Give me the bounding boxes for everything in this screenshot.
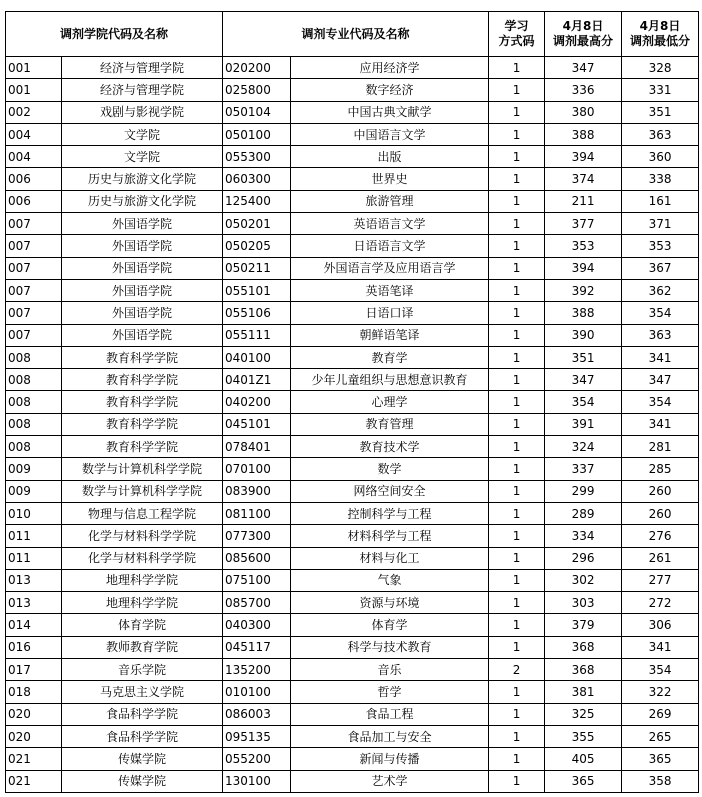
max-score-cell: 353 bbox=[545, 235, 622, 257]
study-mode-cell: 1 bbox=[489, 614, 545, 636]
table-body bbox=[6, 57, 699, 793]
college-code-cell: 020 bbox=[6, 725, 62, 747]
min-score-cell: 277 bbox=[622, 569, 699, 591]
min-score-cell: 276 bbox=[622, 525, 699, 547]
major-name-cell: 控制科学与工程 bbox=[291, 502, 489, 524]
college-name-cell: 地理科学学院 bbox=[62, 569, 223, 591]
table-row bbox=[6, 101, 699, 123]
max-score-cell: 394 bbox=[545, 257, 622, 279]
study-mode-cell: 1 bbox=[489, 413, 545, 435]
major-name-cell: 材料科学与工程 bbox=[291, 525, 489, 547]
min-score-cell: 285 bbox=[622, 458, 699, 480]
max-score-cell: 394 bbox=[545, 146, 622, 168]
major-name-cell: 数学 bbox=[291, 458, 489, 480]
study-mode-cell: 1 bbox=[489, 369, 545, 391]
study-mode-cell: 1 bbox=[489, 57, 545, 79]
table-row bbox=[6, 748, 699, 770]
table-row bbox=[6, 57, 699, 79]
major-code-cell: 086003 bbox=[223, 703, 291, 725]
college-name-cell: 地理科学学院 bbox=[62, 592, 223, 614]
table-row bbox=[6, 391, 699, 413]
college-code-cell: 010 bbox=[6, 502, 62, 524]
college-name-cell: 数学与计算机科学学院 bbox=[62, 480, 223, 502]
major-name-cell: 教育学 bbox=[291, 346, 489, 368]
college-code-cell: 011 bbox=[6, 547, 62, 569]
major-name-cell: 出版 bbox=[291, 146, 489, 168]
study-mode-cell: 1 bbox=[489, 458, 545, 480]
college-code-cell: 008 bbox=[6, 346, 62, 368]
max-score-cell: 392 bbox=[545, 279, 622, 301]
college-code-cell: 013 bbox=[6, 592, 62, 614]
college-name-cell: 教育科学学院 bbox=[62, 346, 223, 368]
college-code-cell: 008 bbox=[6, 413, 62, 435]
table-row bbox=[6, 703, 699, 725]
college-name-cell: 经济与管理学院 bbox=[62, 79, 223, 101]
study-mode-cell: 1 bbox=[489, 146, 545, 168]
min-score-cell: 341 bbox=[622, 636, 699, 658]
college-code-cell: 020 bbox=[6, 703, 62, 725]
major-name-cell: 日语口译 bbox=[291, 302, 489, 324]
study-mode-cell: 1 bbox=[489, 525, 545, 547]
header-study-mode bbox=[489, 12, 545, 57]
min-score-cell: 371 bbox=[622, 213, 699, 235]
college-code-cell: 009 bbox=[6, 458, 62, 480]
major-name-cell: 材料与化工 bbox=[291, 547, 489, 569]
college-code-cell: 009 bbox=[6, 480, 62, 502]
major-name-cell: 体育学 bbox=[291, 614, 489, 636]
major-code-cell: 085600 bbox=[223, 547, 291, 569]
min-score-cell: 265 bbox=[622, 725, 699, 747]
college-name-cell: 教师教育学院 bbox=[62, 636, 223, 658]
max-score-cell: 334 bbox=[545, 525, 622, 547]
major-name-cell: 英语笔译 bbox=[291, 279, 489, 301]
study-mode-cell: 2 bbox=[489, 659, 545, 681]
college-code-cell: 006 bbox=[6, 168, 62, 190]
study-mode-cell: 1 bbox=[489, 346, 545, 368]
table-row bbox=[6, 525, 699, 547]
table-row bbox=[6, 190, 699, 212]
table-row bbox=[6, 569, 699, 591]
college-name-cell: 马克思主义学院 bbox=[62, 681, 223, 703]
study-mode-cell: 1 bbox=[489, 480, 545, 502]
major-code-cell: 010100 bbox=[223, 681, 291, 703]
max-score-cell: 347 bbox=[545, 57, 622, 79]
table-row bbox=[6, 547, 699, 569]
max-score-cell: 391 bbox=[545, 413, 622, 435]
major-name-cell: 气象 bbox=[291, 569, 489, 591]
table-row bbox=[6, 614, 699, 636]
major-name-cell: 食品加工与安全 bbox=[291, 725, 489, 747]
min-score-cell: 358 bbox=[622, 770, 699, 792]
min-score-cell: 365 bbox=[622, 748, 699, 770]
study-mode-cell: 1 bbox=[489, 279, 545, 301]
college-code-cell: 001 bbox=[6, 79, 62, 101]
min-score-cell: 269 bbox=[622, 703, 699, 725]
study-mode-cell: 1 bbox=[489, 101, 545, 123]
major-name-cell: 日语语言文学 bbox=[291, 235, 489, 257]
major-name-cell: 中国古典文献学 bbox=[291, 101, 489, 123]
max-score-cell: 380 bbox=[545, 101, 622, 123]
major-code-cell: 055200 bbox=[223, 748, 291, 770]
max-score-cell: 368 bbox=[545, 659, 622, 681]
max-score-cell: 211 bbox=[545, 190, 622, 212]
major-code-cell: 050104 bbox=[223, 101, 291, 123]
header-max-line1: 4月8日 bbox=[562, 19, 604, 33]
max-score-cell: 325 bbox=[545, 703, 622, 725]
major-code-cell: 125400 bbox=[223, 190, 291, 212]
min-score-cell: 331 bbox=[622, 79, 699, 101]
college-name-cell: 化学与材料科学学院 bbox=[62, 547, 223, 569]
college-code-cell: 002 bbox=[6, 101, 62, 123]
college-name-cell: 教育科学学院 bbox=[62, 391, 223, 413]
study-mode-cell: 1 bbox=[489, 391, 545, 413]
header-min-score bbox=[622, 12, 699, 57]
major-name-cell: 英语语言文学 bbox=[291, 213, 489, 235]
major-name-cell: 网络空间安全 bbox=[291, 480, 489, 502]
header-study-mode-line2: 方式码 bbox=[498, 34, 535, 48]
header-min-line1: 4月8日 bbox=[639, 19, 681, 33]
study-mode-cell: 1 bbox=[489, 547, 545, 569]
major-code-cell: 083900 bbox=[223, 480, 291, 502]
major-name-cell: 应用经济学 bbox=[291, 57, 489, 79]
major-code-cell: 055101 bbox=[223, 279, 291, 301]
college-code-cell: 008 bbox=[6, 391, 62, 413]
min-score-cell: 363 bbox=[622, 123, 699, 145]
major-name-cell: 心理学 bbox=[291, 391, 489, 413]
max-score-cell: 351 bbox=[545, 346, 622, 368]
min-score-cell: 354 bbox=[622, 659, 699, 681]
study-mode-cell: 1 bbox=[489, 770, 545, 792]
major-code-cell: 075100 bbox=[223, 569, 291, 591]
table-row bbox=[6, 324, 699, 346]
college-name-cell: 外国语学院 bbox=[62, 257, 223, 279]
table-row bbox=[6, 636, 699, 658]
college-name-cell: 外国语学院 bbox=[62, 279, 223, 301]
major-code-cell: 070100 bbox=[223, 458, 291, 480]
college-code-cell: 004 bbox=[6, 146, 62, 168]
major-code-cell: 040300 bbox=[223, 614, 291, 636]
table-row bbox=[6, 279, 699, 301]
min-score-cell: 354 bbox=[622, 302, 699, 324]
min-score-cell: 351 bbox=[622, 101, 699, 123]
college-code-cell: 007 bbox=[6, 213, 62, 235]
study-mode-cell: 1 bbox=[489, 168, 545, 190]
college-code-cell: 021 bbox=[6, 770, 62, 792]
min-score-cell: 306 bbox=[622, 614, 699, 636]
college-name-cell: 历史与旅游文化学院 bbox=[62, 190, 223, 212]
college-code-cell: 008 bbox=[6, 436, 62, 458]
header-college: 调剂学院代码及名称 bbox=[6, 12, 223, 57]
college-name-cell: 音乐学院 bbox=[62, 659, 223, 681]
major-name-cell: 音乐 bbox=[291, 659, 489, 681]
college-name-cell: 化学与材料科学学院 bbox=[62, 525, 223, 547]
major-code-cell: 040200 bbox=[223, 391, 291, 413]
major-code-cell: 050205 bbox=[223, 235, 291, 257]
major-code-cell: 081100 bbox=[223, 502, 291, 524]
major-code-cell: 077300 bbox=[223, 525, 291, 547]
table-row bbox=[6, 659, 699, 681]
major-code-cell: 040100 bbox=[223, 346, 291, 368]
max-score-cell: 365 bbox=[545, 770, 622, 792]
major-code-cell: 0401Z1 bbox=[223, 369, 291, 391]
study-mode-cell: 1 bbox=[489, 703, 545, 725]
college-code-cell: 007 bbox=[6, 324, 62, 346]
major-name-cell: 教育管理 bbox=[291, 413, 489, 435]
min-score-cell: 322 bbox=[622, 681, 699, 703]
max-score-cell: 388 bbox=[545, 302, 622, 324]
table-row bbox=[6, 413, 699, 435]
college-name-cell: 文学院 bbox=[62, 146, 223, 168]
college-name-cell: 物理与信息工程学院 bbox=[62, 502, 223, 524]
header-major: 调剂专业代码及名称 bbox=[223, 12, 489, 57]
max-score-cell: 355 bbox=[545, 725, 622, 747]
college-code-cell: 001 bbox=[6, 57, 62, 79]
min-score-cell: 362 bbox=[622, 279, 699, 301]
max-score-cell: 354 bbox=[545, 391, 622, 413]
major-name-cell: 新闻与传播 bbox=[291, 748, 489, 770]
study-mode-cell: 1 bbox=[489, 235, 545, 257]
college-name-cell: 历史与旅游文化学院 bbox=[62, 168, 223, 190]
major-code-cell: 055106 bbox=[223, 302, 291, 324]
max-score-cell: 337 bbox=[545, 458, 622, 480]
max-score-cell: 377 bbox=[545, 213, 622, 235]
min-score-cell: 341 bbox=[622, 346, 699, 368]
max-score-cell: 302 bbox=[545, 569, 622, 591]
college-code-cell: 016 bbox=[6, 636, 62, 658]
min-score-cell: 161 bbox=[622, 190, 699, 212]
table-row bbox=[6, 502, 699, 524]
table-row bbox=[6, 725, 699, 747]
major-code-cell: 025800 bbox=[223, 79, 291, 101]
table-row bbox=[6, 436, 699, 458]
max-score-cell: 347 bbox=[545, 369, 622, 391]
max-score-cell: 368 bbox=[545, 636, 622, 658]
college-code-cell: 014 bbox=[6, 614, 62, 636]
min-score-cell: 328 bbox=[622, 57, 699, 79]
major-code-cell: 095135 bbox=[223, 725, 291, 747]
major-code-cell: 130100 bbox=[223, 770, 291, 792]
table-row bbox=[6, 146, 699, 168]
min-score-cell: 260 bbox=[622, 502, 699, 524]
min-score-cell: 363 bbox=[622, 324, 699, 346]
header-max-line2: 调剂最高分 bbox=[553, 34, 614, 48]
study-mode-cell: 1 bbox=[489, 569, 545, 591]
college-name-cell: 经济与管理学院 bbox=[62, 57, 223, 79]
major-name-cell: 旅游管理 bbox=[291, 190, 489, 212]
table-row bbox=[6, 592, 699, 614]
major-code-cell: 050201 bbox=[223, 213, 291, 235]
header-study-mode-line1: 学习 bbox=[504, 19, 529, 33]
college-name-cell: 传媒学院 bbox=[62, 748, 223, 770]
college-name-cell: 教育科学学院 bbox=[62, 413, 223, 435]
major-code-cell: 045117 bbox=[223, 636, 291, 658]
college-name-cell: 外国语学院 bbox=[62, 235, 223, 257]
college-code-cell: 013 bbox=[6, 569, 62, 591]
study-mode-cell: 1 bbox=[489, 748, 545, 770]
major-code-cell: 050211 bbox=[223, 257, 291, 279]
major-name-cell: 食品工程 bbox=[291, 703, 489, 725]
study-mode-cell: 1 bbox=[489, 79, 545, 101]
college-code-cell: 021 bbox=[6, 748, 62, 770]
admission-score-table bbox=[5, 11, 699, 793]
study-mode-cell: 1 bbox=[489, 213, 545, 235]
table-row bbox=[6, 770, 699, 792]
max-score-cell: 336 bbox=[545, 79, 622, 101]
major-name-cell: 外国语言学及应用语言学 bbox=[291, 257, 489, 279]
major-code-cell: 050100 bbox=[223, 123, 291, 145]
study-mode-cell: 1 bbox=[489, 190, 545, 212]
major-code-cell: 020200 bbox=[223, 57, 291, 79]
table-row bbox=[6, 369, 699, 391]
study-mode-cell: 1 bbox=[489, 123, 545, 145]
major-code-cell: 078401 bbox=[223, 436, 291, 458]
college-code-cell: 004 bbox=[6, 123, 62, 145]
min-score-cell: 347 bbox=[622, 369, 699, 391]
study-mode-cell: 1 bbox=[489, 592, 545, 614]
major-name-cell: 世界史 bbox=[291, 168, 489, 190]
max-score-cell: 381 bbox=[545, 681, 622, 703]
min-score-cell: 360 bbox=[622, 146, 699, 168]
max-score-cell: 379 bbox=[545, 614, 622, 636]
college-name-cell: 食品科学学院 bbox=[62, 703, 223, 725]
major-name-cell: 中国语言文学 bbox=[291, 123, 489, 145]
max-score-cell: 324 bbox=[545, 436, 622, 458]
college-name-cell: 食品科学学院 bbox=[62, 725, 223, 747]
college-code-cell: 006 bbox=[6, 190, 62, 212]
header-row bbox=[6, 12, 699, 57]
study-mode-cell: 1 bbox=[489, 725, 545, 747]
table-row bbox=[6, 123, 699, 145]
college-code-cell: 008 bbox=[6, 369, 62, 391]
min-score-cell: 260 bbox=[622, 480, 699, 502]
college-name-cell: 外国语学院 bbox=[62, 302, 223, 324]
major-name-cell: 朝鲜语笔译 bbox=[291, 324, 489, 346]
study-mode-cell: 1 bbox=[489, 436, 545, 458]
major-code-cell: 045101 bbox=[223, 413, 291, 435]
min-score-cell: 354 bbox=[622, 391, 699, 413]
study-mode-cell: 1 bbox=[489, 302, 545, 324]
table-row bbox=[6, 681, 699, 703]
max-score-cell: 388 bbox=[545, 123, 622, 145]
college-name-cell: 教育科学学院 bbox=[62, 369, 223, 391]
college-name-cell: 传媒学院 bbox=[62, 770, 223, 792]
study-mode-cell: 1 bbox=[489, 257, 545, 279]
min-score-cell: 281 bbox=[622, 436, 699, 458]
major-name-cell: 资源与环境 bbox=[291, 592, 489, 614]
college-code-cell: 007 bbox=[6, 302, 62, 324]
major-code-cell: 055300 bbox=[223, 146, 291, 168]
table-row bbox=[6, 168, 699, 190]
college-name-cell: 体育学院 bbox=[62, 614, 223, 636]
max-score-cell: 405 bbox=[545, 748, 622, 770]
major-name-cell: 数字经济 bbox=[291, 79, 489, 101]
college-code-cell: 011 bbox=[6, 525, 62, 547]
min-score-cell: 261 bbox=[622, 547, 699, 569]
table-row bbox=[6, 458, 699, 480]
min-score-cell: 272 bbox=[622, 592, 699, 614]
major-code-cell: 055111 bbox=[223, 324, 291, 346]
study-mode-cell: 1 bbox=[489, 502, 545, 524]
major-name-cell: 科学与技术教育 bbox=[291, 636, 489, 658]
college-code-cell: 018 bbox=[6, 681, 62, 703]
min-score-cell: 341 bbox=[622, 413, 699, 435]
college-code-cell: 017 bbox=[6, 659, 62, 681]
college-code-cell: 007 bbox=[6, 257, 62, 279]
study-mode-cell: 1 bbox=[489, 636, 545, 658]
min-score-cell: 338 bbox=[622, 168, 699, 190]
table-row bbox=[6, 257, 699, 279]
max-score-cell: 299 bbox=[545, 480, 622, 502]
college-code-cell: 007 bbox=[6, 279, 62, 301]
table-row bbox=[6, 235, 699, 257]
major-name-cell: 教育技术学 bbox=[291, 436, 489, 458]
major-code-cell: 085700 bbox=[223, 592, 291, 614]
college-name-cell: 教育科学学院 bbox=[62, 436, 223, 458]
max-score-cell: 390 bbox=[545, 324, 622, 346]
major-code-cell: 135200 bbox=[223, 659, 291, 681]
major-name-cell: 哲学 bbox=[291, 681, 489, 703]
max-score-cell: 296 bbox=[545, 547, 622, 569]
table-row bbox=[6, 213, 699, 235]
header-max-score bbox=[545, 12, 622, 57]
max-score-cell: 303 bbox=[545, 592, 622, 614]
study-mode-cell: 1 bbox=[489, 681, 545, 703]
table-row bbox=[6, 480, 699, 502]
study-mode-cell: 1 bbox=[489, 324, 545, 346]
college-code-cell: 007 bbox=[6, 235, 62, 257]
college-name-cell: 外国语学院 bbox=[62, 213, 223, 235]
max-score-cell: 374 bbox=[545, 168, 622, 190]
major-code-cell: 060300 bbox=[223, 168, 291, 190]
college-name-cell: 文学院 bbox=[62, 123, 223, 145]
major-name-cell: 艺术学 bbox=[291, 770, 489, 792]
max-score-cell: 289 bbox=[545, 502, 622, 524]
college-name-cell: 数学与计算机科学学院 bbox=[62, 458, 223, 480]
table-row bbox=[6, 302, 699, 324]
major-name-cell: 少年儿童组织与思想意识教育 bbox=[291, 369, 489, 391]
college-name-cell: 戏剧与影视学院 bbox=[62, 101, 223, 123]
table-row bbox=[6, 79, 699, 101]
table-row bbox=[6, 346, 699, 368]
header-min-line2: 调剂最低分 bbox=[630, 34, 691, 48]
college-name-cell: 外国语学院 bbox=[62, 324, 223, 346]
min-score-cell: 353 bbox=[622, 235, 699, 257]
min-score-cell: 367 bbox=[622, 257, 699, 279]
